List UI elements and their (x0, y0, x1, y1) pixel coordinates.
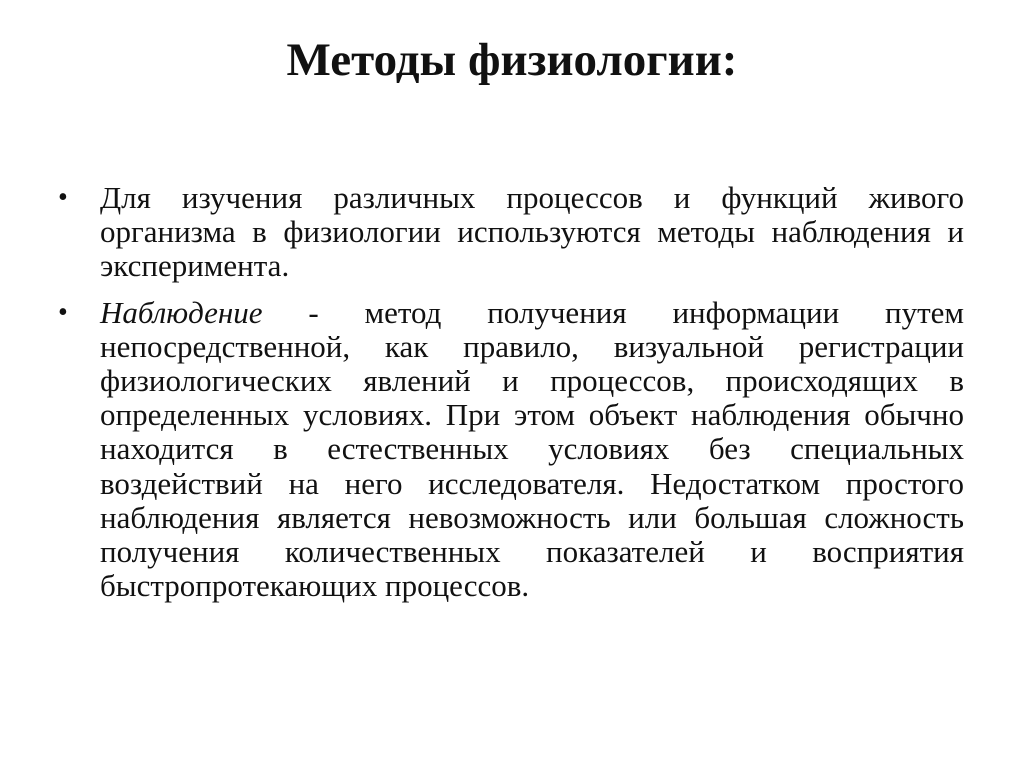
bullet-item-methods (58, 181, 964, 284)
bullet-list (58, 181, 964, 615)
bullet-item-observation (58, 296, 964, 604)
slide-title: Методы физиологии: (286, 34, 738, 86)
bullet-icon: • (58, 182, 68, 213)
bullet-icon: • (58, 296, 68, 328)
term-observation: Наблюдение (100, 294, 263, 330)
bullet-text: Для изучения различных процессов и функций живого организма в физиологии используются методы наблюдения и эксперимента. (100, 180, 964, 284)
bullet-text: - метод получения информации путем непосредственной, как правило, визуальной регистрации физиологических явлений и процессов, происходящих в определенных условиях. При этом объект наблюдения обычно находится в естественных условиях без специальных воздействий на него исследователя. Недостатком простого наблюдения является невозможность или большая сложность получения количественных показателей и восприятия быстропротекающих процессов. (100, 294, 964, 604)
